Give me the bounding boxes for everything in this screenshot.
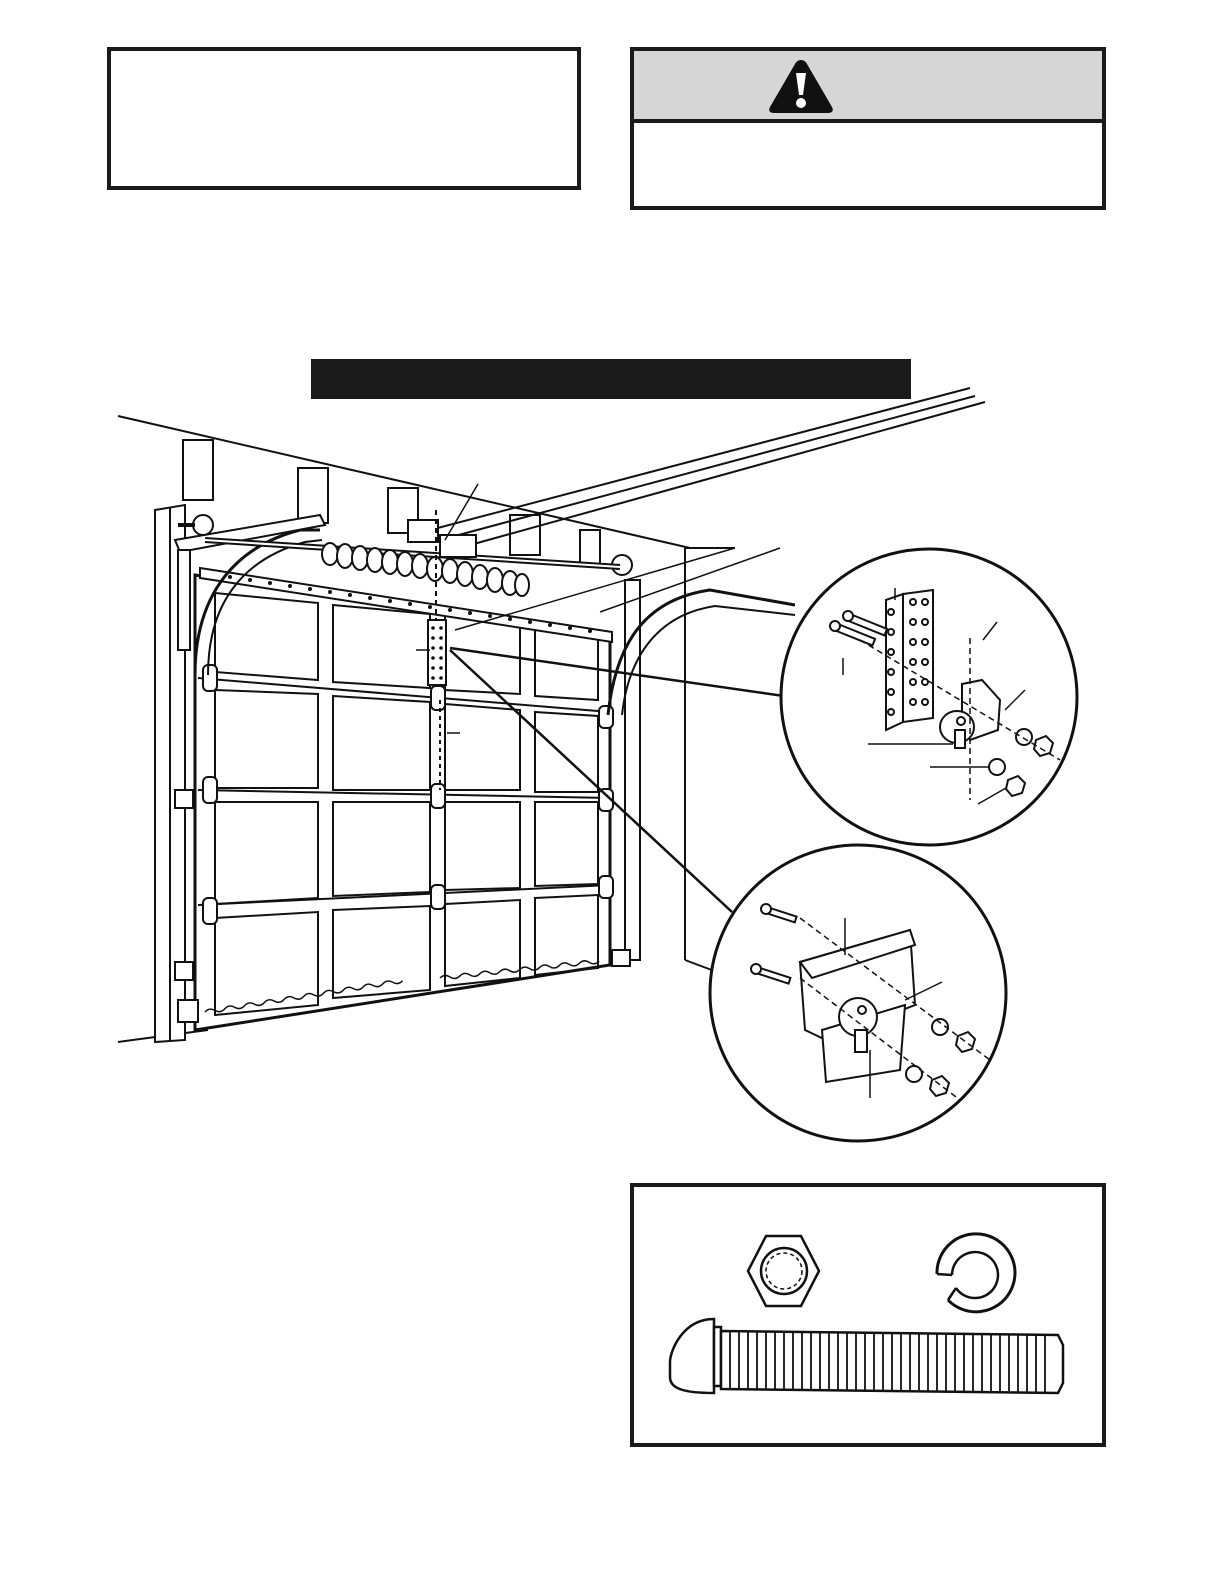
hardware-box — [630, 1183, 1106, 1447]
lock-washer-icon — [937, 1234, 1015, 1312]
warning-box — [630, 47, 1106, 210]
garage-door-illustration — [0, 380, 1224, 1150]
warning-triangle-icon — [767, 57, 835, 115]
hex-nut-icon — [748, 1236, 819, 1306]
warning-header — [634, 51, 1102, 123]
carriage-bolt-icon — [670, 1319, 1063, 1393]
notice-box — [107, 47, 581, 190]
